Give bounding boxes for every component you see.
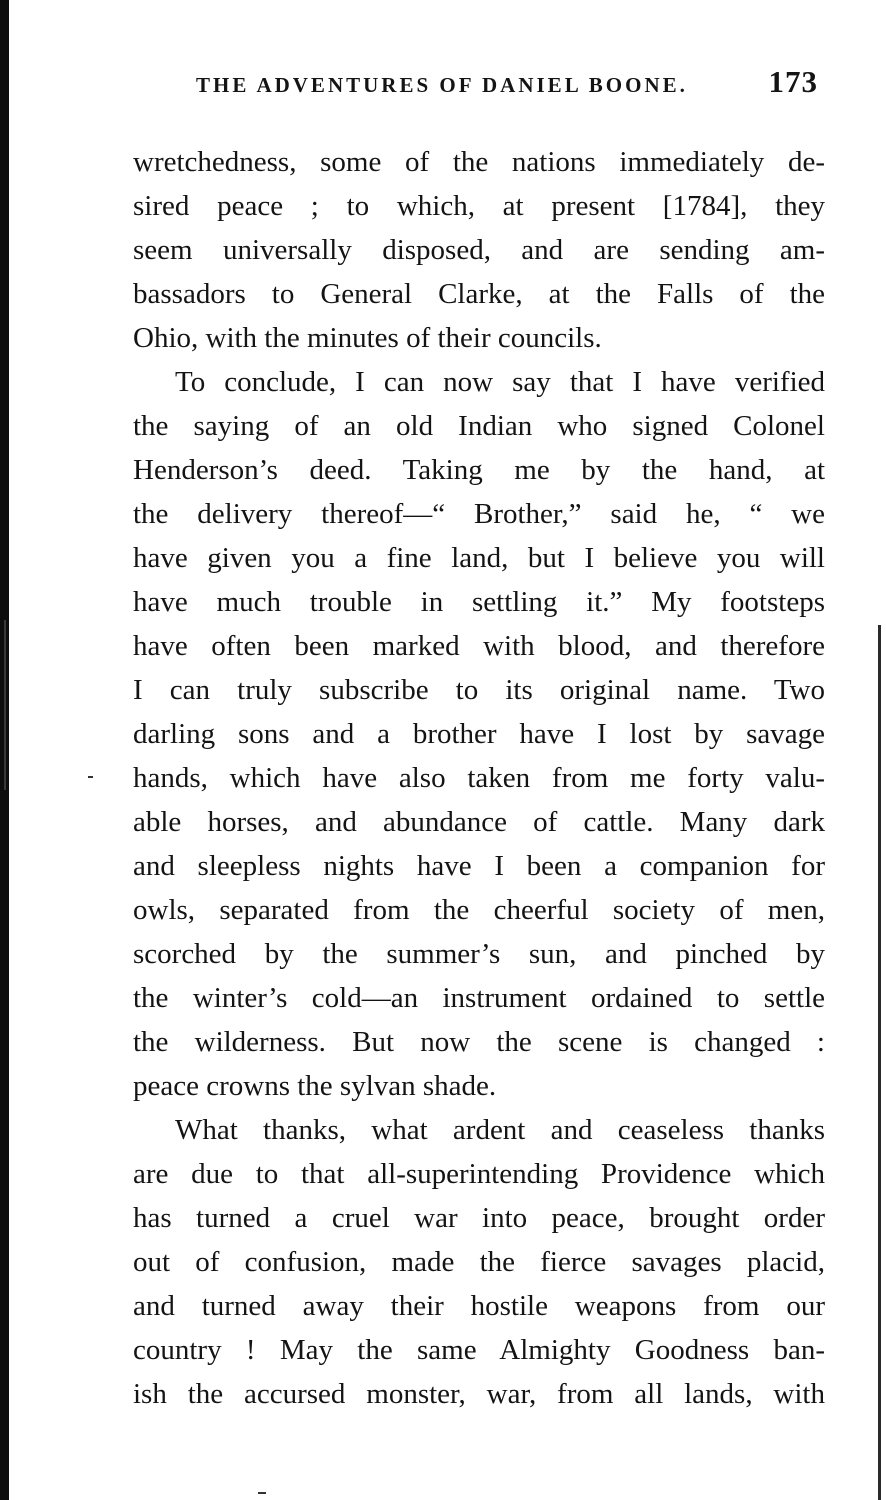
text-line: bassadors to General Clarke, at the Falls of the bbox=[133, 278, 825, 310]
text-line: out of confusion, made the fierce savages placid, bbox=[133, 1246, 825, 1278]
running-title: THE ADVENTURES OF DANIEL BOONE. bbox=[196, 73, 688, 97]
text-line: country ! May the same Almighty Goodness ban- bbox=[133, 1334, 825, 1366]
text-line: owls, separated from the cheerful society of men, bbox=[133, 894, 825, 926]
text-line: the saying of an old Indian who signed Colonel bbox=[133, 410, 825, 442]
text-line: and sleepless nights have I been a companion for bbox=[133, 850, 825, 882]
running-header bbox=[196, 64, 818, 104]
text-line: have often been marked with blood, and therefore bbox=[133, 630, 825, 662]
text-line: peace crowns the sylvan shade. bbox=[133, 1070, 497, 1102]
text-line: What thanks, what ardent and ceaseless thanks bbox=[175, 1114, 825, 1146]
text-line: I can truly subscribe to its original name. Two bbox=[133, 674, 825, 706]
text-line: have given you a fine land, but I believe you will bbox=[133, 542, 825, 574]
text-line: scorched by the summer’s sun, and pinched by bbox=[133, 938, 825, 970]
body-text bbox=[133, 140, 825, 1416]
text-line: the wilderness. But now the scene is changed : bbox=[133, 1026, 825, 1058]
paragraph-1 bbox=[133, 140, 825, 360]
text-line: wretchedness, some of the nations immediately de- bbox=[133, 146, 825, 178]
text-line: and turned away their hostile weapons from our bbox=[133, 1290, 825, 1322]
text-line: have much trouble in settling it.” My footsteps bbox=[133, 586, 825, 618]
paragraph-2 bbox=[133, 360, 825, 1108]
text-line: hands, which have also taken from me forty valu- bbox=[133, 762, 825, 794]
text-line: sired peace ; to which, at present [1784], they bbox=[133, 190, 825, 222]
print-speck bbox=[258, 1492, 266, 1494]
text-line: To conclude, I can now say that I have verified bbox=[175, 366, 825, 398]
text-line: ish the accursed monster, war, from all lands, with bbox=[133, 1378, 825, 1410]
text-line: darling sons and a brother have I lost by savage bbox=[133, 718, 825, 750]
text-line: has turned a cruel war into peace, brought order bbox=[133, 1202, 825, 1234]
text-line: the winter’s cold—an instrument ordained to settle bbox=[133, 982, 825, 1014]
print-speck bbox=[88, 776, 93, 778]
text-line: Henderson’s deed. Taking me by the hand, at bbox=[133, 454, 825, 486]
text-line: are due to that all-superintending Providence which bbox=[133, 1158, 825, 1190]
page-number: 173 bbox=[768, 64, 818, 99]
page-left-rule bbox=[4, 620, 6, 790]
text-line: Ohio, with the minutes of their councils. bbox=[133, 322, 602, 354]
paragraph-3 bbox=[133, 1108, 825, 1416]
text-line: able horses, and abundance of cattle. Many dark bbox=[133, 806, 825, 838]
text-line: seem universally disposed, and are sending am- bbox=[133, 234, 825, 266]
page-right-edge bbox=[878, 625, 881, 1500]
text-line: the delivery thereof—“ Brother,” said he, “ we bbox=[133, 498, 825, 530]
